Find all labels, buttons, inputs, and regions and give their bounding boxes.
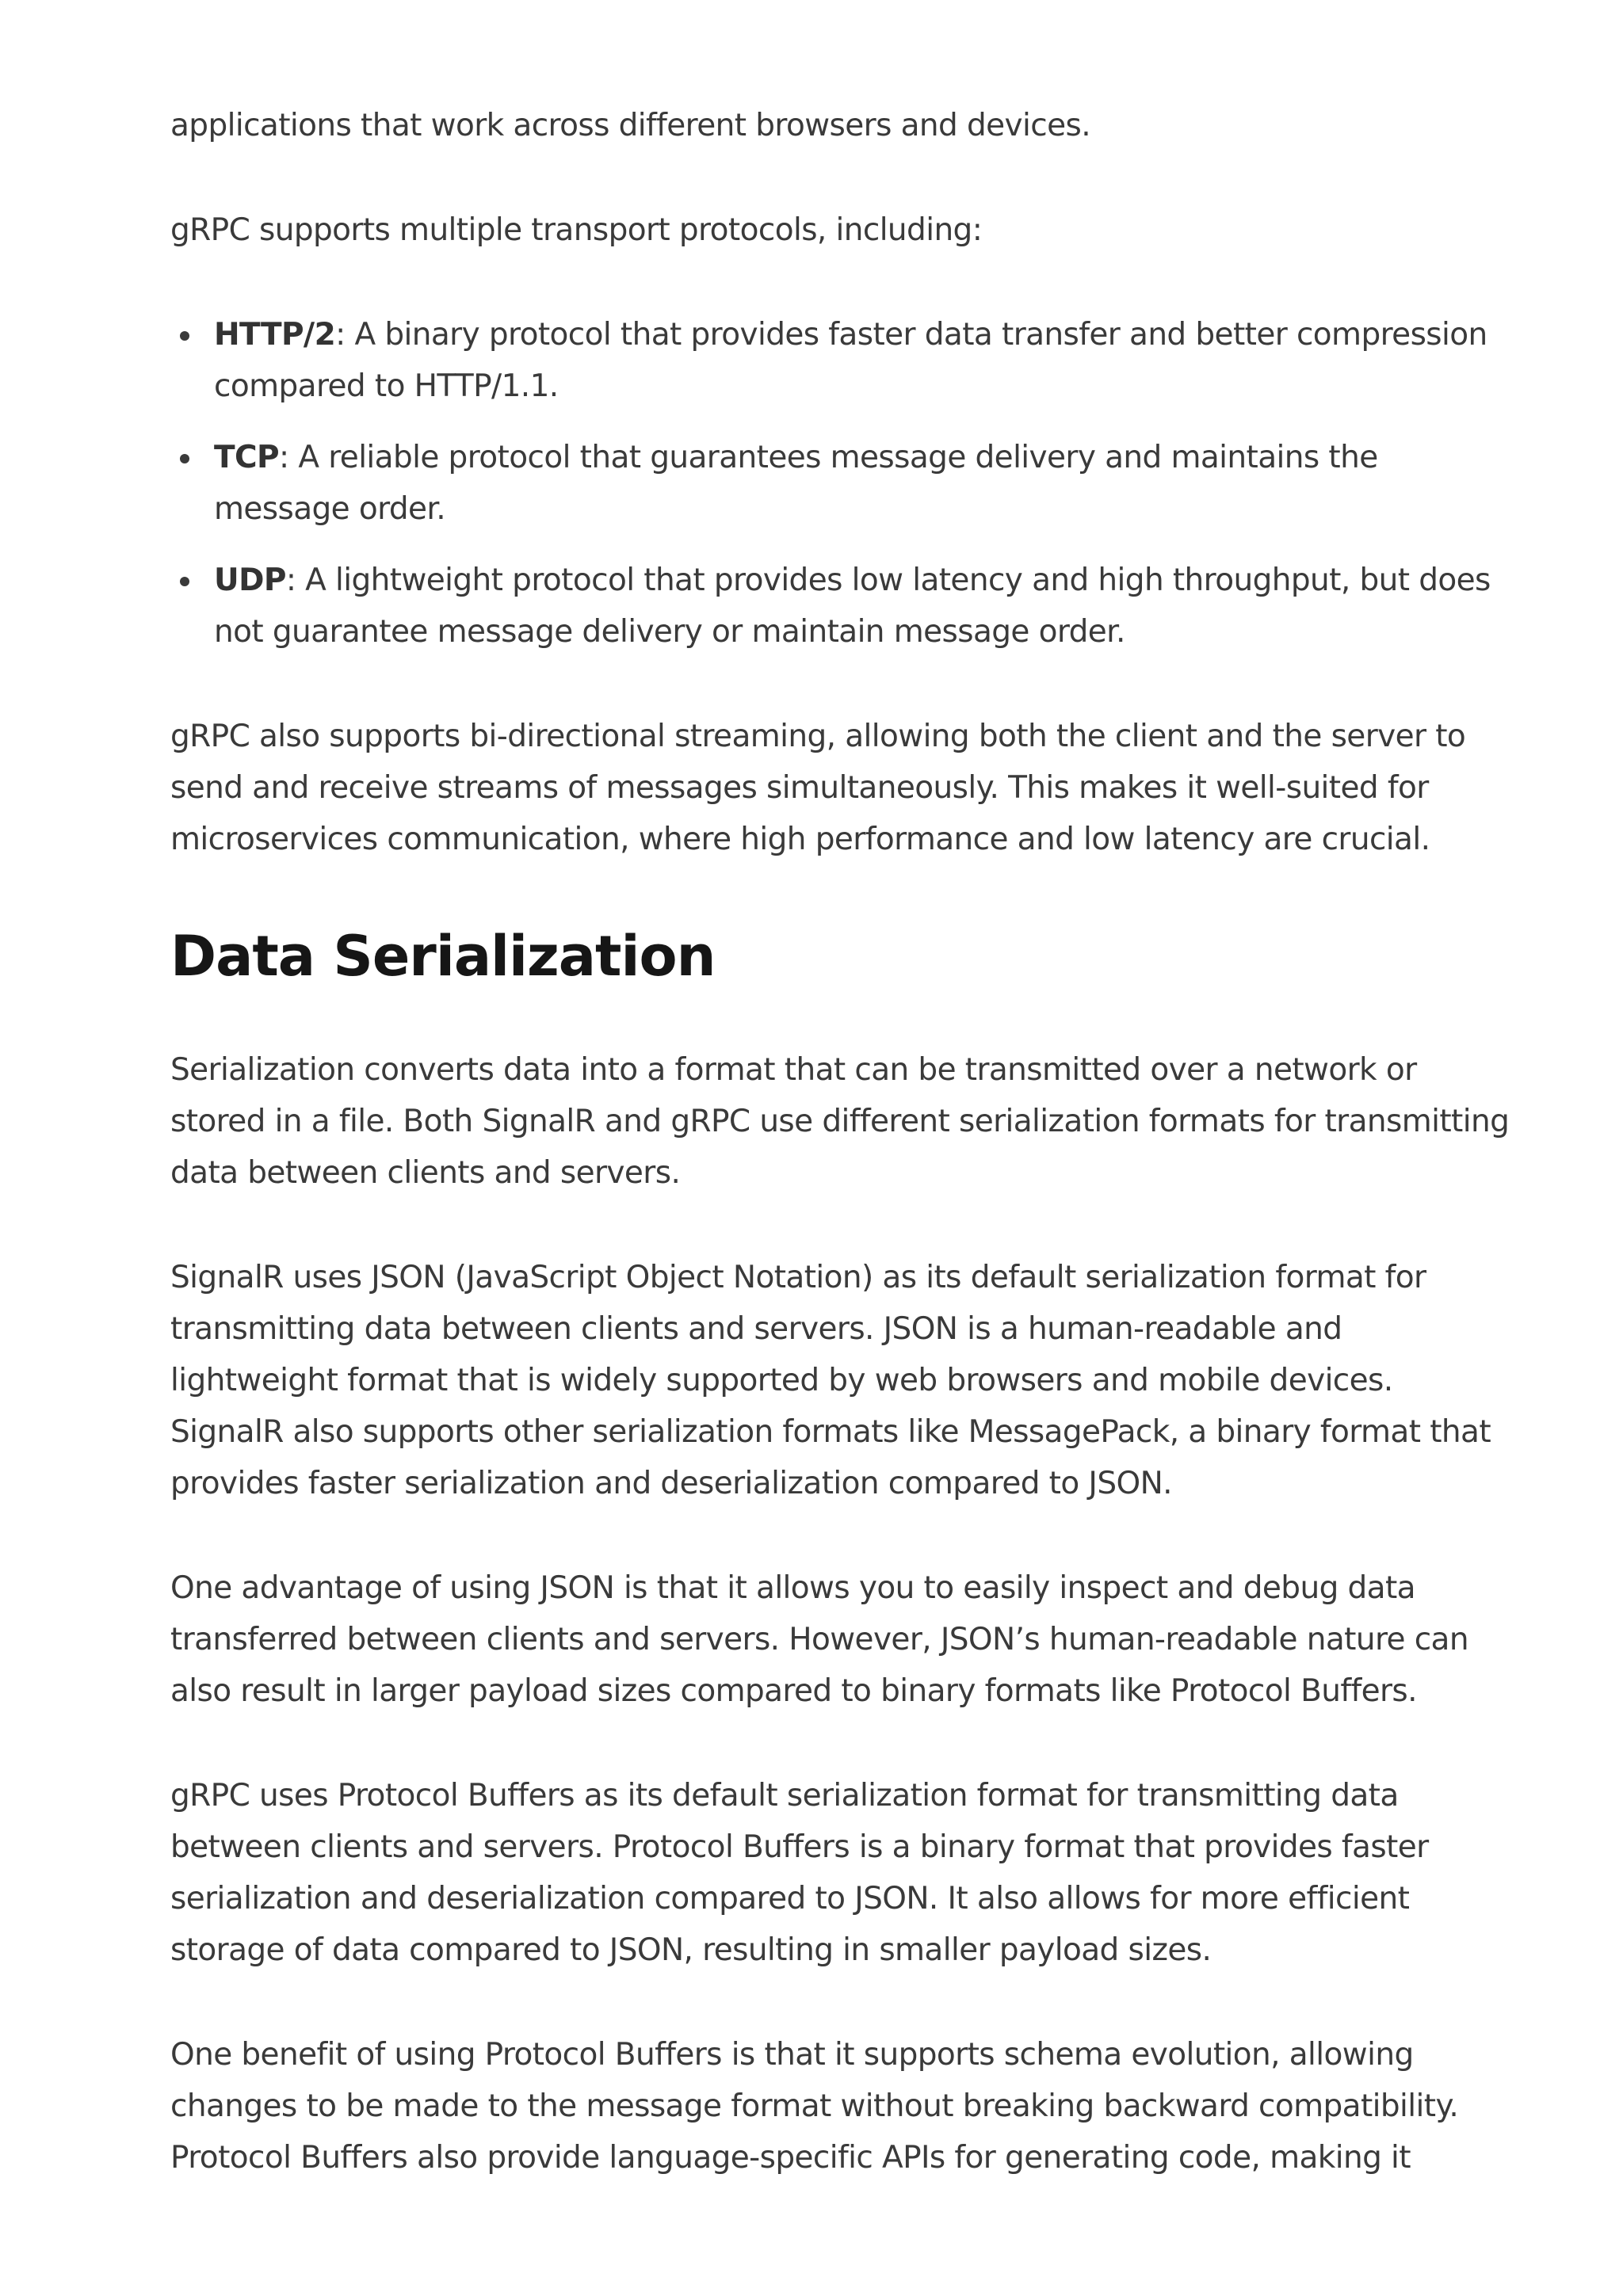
protocol-term: HTTP/2 bbox=[214, 317, 336, 353]
protocol-term: TCP bbox=[214, 440, 280, 475]
list-item-tcp bbox=[170, 432, 1510, 535]
protocol-description: : A binary protocol that provides faster data transfer and better compression compared to HTTP/1.1. bbox=[214, 317, 1487, 404]
bullet-icon bbox=[180, 454, 189, 463]
list-item-http2 bbox=[170, 309, 1510, 412]
serialization-paragraph-5: One benefit of using Protocol Buffers is that it supports schema evolution, allowing changes to be made to the message format without breaking backward compatibility. Protocol Buffers also provide language-specific APIs for generating code, making it bbox=[170, 2037, 1459, 2176]
protocol-term: UDP bbox=[214, 563, 286, 598]
serialization-paragraph-4: gRPC uses Protocol Buffers as its default serialization format for transmitting data between clients and servers. Protocol Buffers is a binary format that provides faster serialization and deserialization compared to JSON. It also allows for more efficient storage of data compared to JSON, resulting in smaller payload sizes. bbox=[170, 1778, 1429, 1968]
streaming-paragraph: gRPC also supports bi-directional streaming, allowing both the client and the server to send and receive streams of messages simultaneously. This makes it well-suited for microservices communication, where high performance and low latency are crucial. bbox=[170, 719, 1466, 857]
transport-protocol-list bbox=[170, 309, 1510, 658]
serialization-paragraph-2: SignalR uses JSON (JavaScript Object Notation) as its default serialization format for transmitting data between clients and servers. JSON is a human-readable and lightweight format that is widely supported by web browsers and mobile devices. SignalR also supports other serialization formats like MessagePack, a binary format that provides faster serialization and deserialization compared to JSON. bbox=[170, 1260, 1491, 1501]
list-item-udp bbox=[170, 555, 1510, 658]
bullet-icon bbox=[180, 577, 189, 586]
serialization-paragraph-1: Serialization converts data into a format that can be transmitted over a network or stored in a file. Both SignalR and gRPC use different serialization formats for transmitting data between clients and servers. bbox=[170, 1052, 1510, 1191]
protocol-description: : A lightweight protocol that provides low latency and high throughput, but does not guarantee message delivery or maintain message order. bbox=[214, 563, 1491, 650]
section-heading: Data Serialization bbox=[170, 924, 716, 989]
protocol-description: : A reliable protocol that guarantees message delivery and maintains the message order. bbox=[214, 440, 1378, 527]
serialization-paragraph-3: One advantage of using JSON is that it allows you to easily inspect and debug data transferred between clients and servers. However, JSON’s human-readable nature can also result in larger payload sizes compared to binary formats like Protocol Buffers. bbox=[170, 1570, 1468, 1709]
transport-intro-paragraph: gRPC supports multiple transport protocols, including: bbox=[170, 212, 983, 248]
article-body bbox=[170, 100, 1510, 2183]
bullet-icon bbox=[180, 331, 189, 341]
intro-paragraph-continued: applications that work across different browsers and devices. bbox=[170, 108, 1090, 143]
